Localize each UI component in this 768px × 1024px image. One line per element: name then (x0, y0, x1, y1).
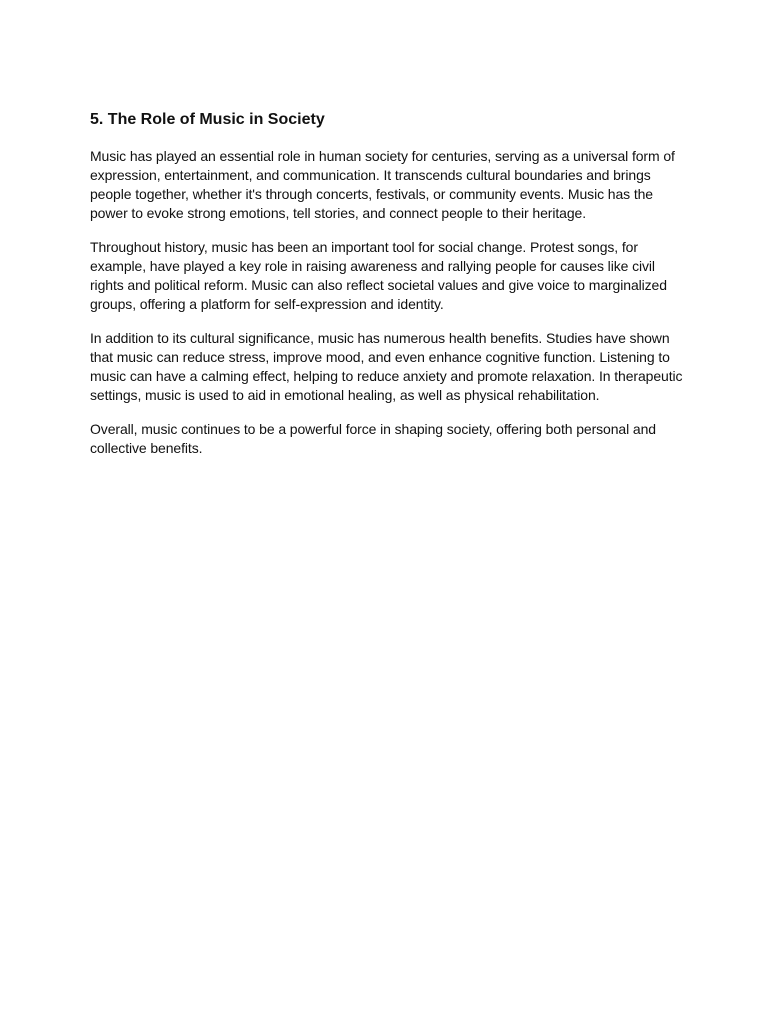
section-heading: 5. The Role of Music in Society (90, 111, 325, 128)
paragraph-health-benefits: In addition to its cultural significance, music has numerous health benefits. Studies have shown that music can reduce stress, improve mood, and even enhance cognitive function. Listening to music can have a calming effect, helping to reduce anxiety and promote relaxation. In therapeutic settings, music is used to aid in emotional healing, as well as physical rehabilitation. (90, 330, 683, 403)
document-body (90, 109, 690, 473)
paragraph-music-essential-role: Music has played an essential role in human society for centuries, serving as a universal form of expression, entertainment, and communication. It transcends cultural boundaries and brings people together, whether it's through concerts, festivals, or community events. Music has the power to evoke strong emotions, tell stories, and connect people to their heritage. (90, 148, 675, 221)
paragraph-conclusion: Overall, music continues to be a powerful force in shaping society, offering both personal and collective benefits. (90, 421, 656, 456)
paragraph-social-change: Throughout history, music has been an important tool for social change. Protest songs, for example, have played a key role in raising awareness and rallying people for causes like civil rights and political reform. Music can also reflect societal values and give voice to marginalized groups, offering a platform for self-expression and identity. (90, 239, 667, 312)
